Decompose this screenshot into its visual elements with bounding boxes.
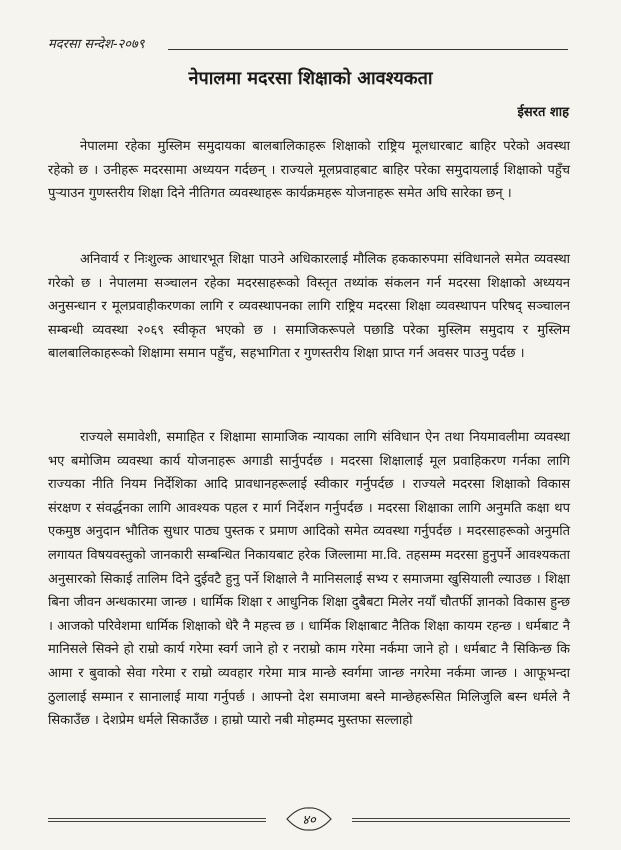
footer-rule-right: [352, 818, 570, 822]
paragraph: नेपालमा रहेका मुस्लिम समुदायका बालबालिकाहरू शिक्षाको राष्ट्रिय मूलधारबाट बाहिर परेको अवस्था रहेको छ । उनीहरू मदरसामा अध्ययन गर्दछन् । राज्यले मूलप्रवाहबाट बाहिर परेका समुदायलाई शिक्षाको पहुँच पुऱ्याउन गुणस्तरीय शिक्षा दिने नीतिगत व्यवस्थाहरू कार्यक्रमहरू योजनाहरू समेत अघि सारेका छन् ।: [48, 139, 570, 202]
page-header: [48, 32, 568, 56]
footer-rule-left: [48, 818, 266, 822]
article-title: नेपालमा मदरसा शिक्षाको आवश्यकता: [188, 68, 433, 89]
article-author: ईसरत शाह: [517, 105, 569, 120]
page-number: ४०: [302, 813, 316, 828]
running-head: मदरसा सन्देश-२०७९: [48, 37, 145, 52]
page-footer: [48, 806, 570, 836]
paragraph: राज्यले समावेशी, समाहित र शिक्षामा सामाजिक न्यायका लागि संविधान ऐन तथा नियमावलीमा व्यवस्था भए बमोजिम व्यवस्था कार्य योजनाहरू अगाडी सार्नुपर्दछ । मदरसा शिक्षालाई मूल प्रवाहिकरण गर्नका लागि राज्यका नीति नियम निर्देशिका आदि प्रावधानहरूलाई स्वीकार गर्नुपर्दछ । राज्यले मदरसा शिक्षाको विकास संरक्षण र संवर्द्धनका लागि आवश्यक पहल र मार्ग निर्देशन गर्नुपर्दछ । मदरसा शिक्षाका लागि अनुमति कक्षा थप एकमुष्ठ अनुदान भौतिक सुधार पाठ्य पुस्तक र प्रमाण आदिको समेत व्यवस्था गर्नुपर्दछ । मदरसाहरूको अनुमति लगायत विषयवस्तुको जानकारी सम्बन्धित निकायबाट हरेक जिल्लामा मा.वि. तहसम्म मदरसा हुनुपर्ने आवश्यकता अनुसारको सिकाई तालिम दिने दुईवटै हुनु पर्ने शिक्षाले नै मानिसलाई सभ्य र समाजमा खुसियाली ल्याउछ । शिक्षा बिना जीवन अन्धकारमा जान्छ । धार्मिक शिक्षा र आधुनिक शिक्षा दुबैबटा मिलेर नयाँ चौतर्फी ज्ञानको विकास हुन्छ । आजको परिवेशमा धार्मिक शिक्षाको धेरै नै महत्त्व छ । धार्मिक शिक्षाबाट नैतिक शिक्षा कायम रहन्छ । धर्मबाट नै मानिसले सिक्ने हो राम्रो कार्य गरेमा स्वर्ग जाने हो र नराम्रो काम गरेमा नर्कमा जाने हो । धर्मबाट नै सिकिन्छ कि आमा र बुवाको सेवा गरेमा र राम्रो व्यवहार गरेमा मात्र मान्छे स्वर्गमा जान्छ नगरेमा नर्कमा जान्छ । आफूभन्दा ठुलालाई सम्मान र सानालाई माया गर्नुपर्छ । आफ्नो देश समाजमा बस्ने मान्छेहरूसित मिलिजुलि बस्न धर्मले नै सिकाउँछ । देशप्रेम धर्मले सिकाउँछ । हाम्रो प्यारो नबी मोहम्मद मुस्तफा सल्लाहो: [48, 430, 571, 729]
header-rule: [168, 49, 568, 50]
page-number-badge: [284, 806, 334, 832]
paragraph: अनिवार्य र निःशुल्क आधारभूत शिक्षा पाउने अधिकारलाई मौलिक हककारुपमा संविधानले समेत व्यवस्था गरेको छ । नेपालमा सञ्चालन रहेका मदरसाहरूको विस्तृत तथ्यांक संकलन गर्न मदरसा शिक्षाको अध्ययन अनुसन्धान र मूलप्रवाहीकरणका लागि र व्यवस्थापनका लागि राष्ट्रिय मदरसा शिक्षा व्यवस्थापन परिषद् सञ्चालन सम्बन्धी व्यवस्था २०६९ स्वीकृत भएको छ । समाजिकरूपले पछाडि परेका मुस्लिम समुदाय र मुस्लिम बालबालिकाहरूको शिक्षामा समान पहुँच, सहभागिता र गुणस्तरीय शिक्षा प्राप्त गर्न अवसर पाउनु पर्दछ ।: [48, 252, 570, 362]
